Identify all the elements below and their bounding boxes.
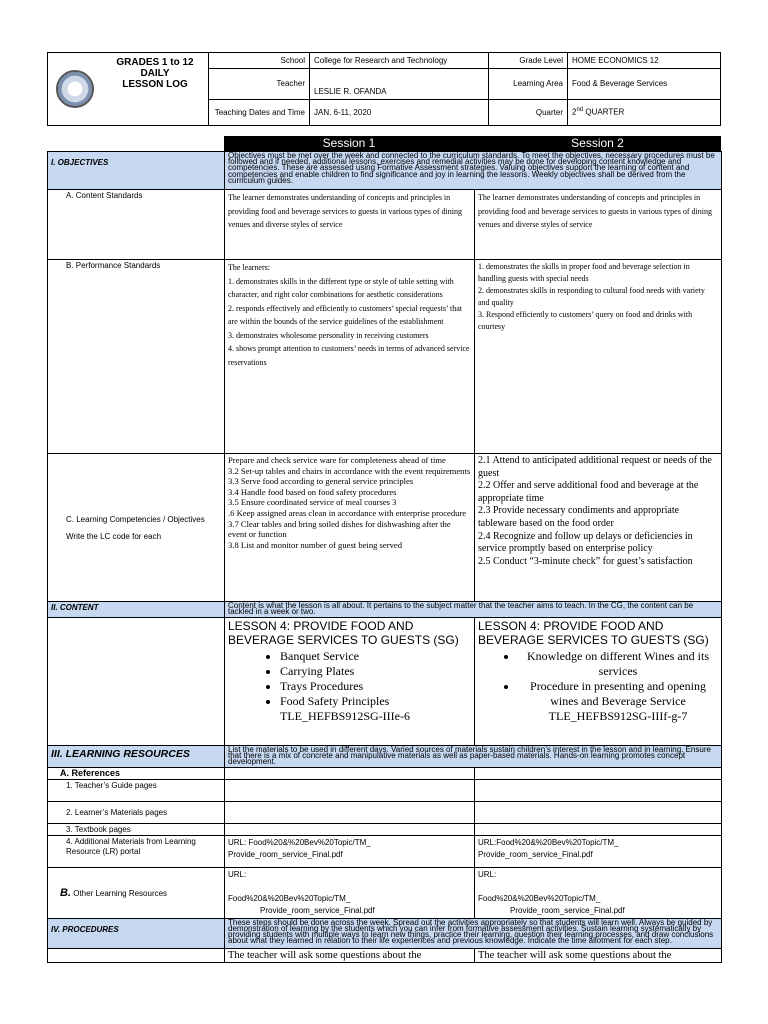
procedures-note: These steps should be done across the week. Spread out the activities appropriately so that students will learn well. Always be guided by demonstration of learning by the students which you can infer from formative assessment activities. Sustain learning systematically by providing students with multiple ways to learn new things, practice their learning, question their learning processes, and draw conclusions about what they learned in relation to their life experiences and previous knowledge. Indicate the time allotment for each step. — [225, 918, 722, 948]
objectives-title: I. OBJECTIVES — [48, 152, 225, 190]
grades-title: GRADES 1 to 12 — [116, 57, 194, 68]
url-line: URL: — [478, 869, 497, 879]
deped-seal-logo — [56, 70, 94, 108]
content-s1 — [225, 618, 475, 746]
content-title: II. CONTENT — [48, 602, 225, 618]
references-s1 — [225, 767, 475, 779]
resources-row — [48, 746, 722, 768]
references-s2 — [475, 767, 722, 779]
competencies-row — [48, 454, 722, 602]
competencies-s1 — [225, 454, 475, 602]
school-label: School — [209, 53, 310, 69]
lesson-s2-list — [478, 649, 718, 724]
teachers-guide-s2 — [475, 779, 722, 801]
learners-materials-s2 — [475, 801, 722, 823]
url-line: URL: — [228, 869, 247, 879]
url-line: Provide_room_service_Final.pdf — [510, 905, 625, 915]
lesson-s1-item: • Banquet Service — [280, 649, 471, 664]
content-row — [48, 602, 722, 618]
seal-cell — [48, 53, 103, 126]
comp-s1-line: 3.2 Set-up tables and chairs in accordance with the event requirements — [228, 465, 471, 476]
learners-materials-s1 — [225, 801, 475, 823]
teacher-value: LESLIE R. OFANDA — [310, 69, 489, 99]
textbook-s1 — [225, 823, 475, 835]
quarter-label: Quarter — [489, 99, 568, 125]
lesson-s1-item: • Food Safety Principles TLE_HEFBS912SG-IIIe-6 — [280, 694, 471, 724]
content-standards-label: A. Content Standards — [48, 190, 225, 260]
teachers-guide-row — [48, 779, 722, 801]
learning-area-label: Learning Area — [489, 69, 568, 99]
url-line: Provide_room_service_Final.pdf — [228, 849, 343, 859]
content-standards-row — [48, 190, 722, 260]
procedures-text-row — [48, 948, 722, 962]
grade-level-label: Grade Level — [489, 53, 568, 69]
comp-s2-line: 2.4 Recognize and follow up delays or deficiencies in service promptly based on enterprise policy — [478, 530, 693, 555]
additional-materials-s1 — [225, 835, 475, 867]
competencies-sub: Write the LC code for each — [66, 531, 162, 541]
url-line: Food%20&%20Bev%20Topic/TM_ — [478, 893, 601, 903]
header-table — [47, 52, 721, 126]
procedures-row — [48, 918, 722, 948]
competencies-label: C. Learning Competencies / Objectives — [66, 514, 205, 524]
session-1-header: Session 1 — [224, 136, 474, 151]
url-line: URL: Food%20&%20Bev%20Topic/TM_ — [228, 837, 371, 847]
comp-s1-line: 3.7 Clear tables and bring soiled dishes for dishwashing after the event or function — [228, 518, 451, 540]
additional-materials-s2 — [475, 835, 722, 867]
lesson-s1-title: LESSON 4: PROVIDE FOOD AND BEVERAGE SERVICES TO GUESTS (SG) — [228, 619, 459, 647]
resources-title: III. LEARNING RESOURCES — [48, 746, 225, 768]
performance-standards-label: B. Performance Standards — [48, 260, 225, 454]
other-resources-s2 — [475, 867, 722, 918]
perf-s1-line: The learners: — [228, 263, 270, 272]
perf-s2-line: 3. Respond efficiently to customers’ query on food and drinks with courtesy — [478, 310, 693, 331]
lesson-log-table — [47, 151, 722, 963]
comp-s1-line: 3.8 List and monitor number of guest being served — [228, 539, 402, 550]
comp-s2-line: 2.2 Offer and serve additional food and beverage at the appropriate time — [478, 480, 699, 504]
other-resources-s1 — [225, 867, 475, 918]
other-resources-text: Other Learning Resources — [71, 888, 168, 898]
teachers-guide-s1 — [225, 779, 475, 801]
comp-s1-line: .6 Keep assigned areas clean in accordance with enterprise procedure — [228, 507, 467, 518]
lesson-s1-list — [228, 649, 471, 724]
other-resources-label — [48, 867, 225, 918]
procedures-s1: The teacher will ask some questions about the — [225, 948, 475, 962]
daily-title: DAILY — [140, 68, 170, 79]
comp-s1-line: 3.3 Serve food according to general service principles — [228, 476, 414, 487]
content-s2 — [475, 618, 722, 746]
performance-standards-s2 — [475, 260, 722, 454]
references-label: A. References — [48, 767, 225, 779]
comp-s1-line: 3.4 Handle food based on food safety procedures — [228, 486, 397, 497]
other-resources-letter: B. — [60, 886, 71, 899]
content-note: Content is what the lesson is all about. It pertains to the subject matter that the teacher aims to teach. In the CG, the content can be tackled in a week or two. — [225, 602, 722, 618]
perf-s2-line: 1. demonstrates the skills in proper food and beverage selection in handling guests with special needs — [478, 262, 690, 283]
comp-s1-line: 3.5 Ensure coordinated service of meal courses 3 — [228, 497, 397, 508]
quarter-sup: nd — [576, 107, 584, 114]
objectives-row — [48, 152, 722, 190]
resources-note: List the materials to be used in different days. Varied sources of materials sustain children’s interest in the lesson and in learning. Ensure that there is a mix of concrete and manipulative materials as well as paper-based materials. Hands-on learning promotes concept development. — [225, 746, 722, 768]
comp-s1-line: Prepare and check service ware for completeness ahead of time — [228, 455, 446, 465]
teacher-label: Teacher — [209, 69, 310, 99]
procedures-s2: The teacher will ask some questions about the — [475, 948, 722, 962]
perf-s1-line: 2. responds effectively and efficiently to customers’ special requests’ that are within the bounds of the service guidelines of the establishment — [228, 303, 462, 326]
learners-materials-row — [48, 801, 722, 823]
textbook-label: 3. Textbook pages — [48, 823, 225, 835]
learners-materials-label: 2. Learner’s Materials pages — [48, 801, 225, 823]
references-row — [48, 767, 722, 779]
additional-materials-row — [48, 835, 722, 867]
comp-s2-line: 2.5 Conduct “3-minute check” for guest’s satisfaction — [478, 555, 693, 567]
url-line: Food%20&%20Bev%20Topic/TM_ — [228, 893, 351, 903]
dates-label: Teaching Dates and Time — [209, 99, 310, 125]
school-value: College for Research and Technology — [310, 53, 489, 69]
content-standards-s1: The learner demonstrates understanding of concepts and principles in providing food and beverage services to guests in various types of dining venues and diverse styles of service — [225, 190, 475, 260]
comp-s2-line: 2.3 Provide necessary condiments and appropriate tableware based on the food order — [478, 505, 680, 529]
quarter-value — [568, 99, 721, 125]
perf-s1-line: 1. demonstrates skills in the different type or style of table setting with character, and right color combinations for aesthetic considerations — [228, 276, 454, 299]
competencies-label-cell — [48, 454, 225, 602]
procedures-title: IV. PROCEDURES — [48, 918, 225, 948]
objectives-note: Objectives must be met over the week and connected to the curriculum standards. To meet the objectives, necessary procedures must be followed and if needed, additional lessons, exercises and remedial activities may be done for developing content knowledge and competencies. These are assessed using Formative Assessment strategies. Valuing objectives support the learning of content and competencies and enable children to find significance and joy in learning the lessons. Weekly objectives shall be derived from the curriculum guides. — [225, 152, 722, 190]
lesson-s2-title: LESSON 4: PROVIDE FOOD AND BEVERAGE SERVICES TO GUESTS (SG) — [478, 619, 709, 647]
grade-level-value: HOME ECONOMICS 12 — [568, 53, 721, 69]
learning-area-value: Food & Beverage Services — [568, 69, 721, 99]
competencies-s2 — [475, 454, 722, 602]
session-2-header: Session 2 — [474, 136, 721, 151]
title-cell — [102, 53, 209, 126]
perf-s2-line: 2. demonstrates skills in responding to cultural food needs with variety and quality — [478, 286, 705, 307]
quarter-word: QUARTER — [583, 108, 625, 118]
lesson-s2-item: • Procedure in presenting and opening wines and Beverage Service TLE_HEFBS912SG-IIIf-g-7 — [518, 679, 718, 724]
additional-materials-label: 4. Additional Materials from Learning Resource (LR) portal — [48, 835, 225, 867]
comp-s2-line: 2.1 Attend to anticipated additional request or needs of the guest — [478, 455, 712, 479]
lesson-s2-item: • Knowledge on different Wines and its services — [518, 649, 718, 679]
textbook-row — [48, 823, 722, 835]
url-line: Provide_room_service_Final.pdf — [478, 849, 593, 859]
other-resources-row — [48, 867, 722, 918]
url-line: URL:Food%20&%20Bev%20Topic/TM_ — [478, 837, 619, 847]
dates-value: JAN. 6-11, 2020 — [310, 99, 489, 125]
teachers-guide-label: 1. Teacher’s Guide pages — [48, 779, 225, 801]
lesson-s1-item: • Carrying Plates — [280, 664, 471, 679]
content-standards-s2: The learner demonstrates understanding of concepts and principles in providing food and beverage services to guests in various types of dining venues and diverse styles of service — [475, 190, 722, 260]
procedures-empty-cell — [48, 948, 225, 962]
lesson-s1-item: • Trays Procedures — [280, 679, 471, 694]
content-empty-cell — [48, 618, 225, 746]
quarter-num: 2 — [572, 108, 577, 118]
lesson-log-title: LESSON LOG — [122, 79, 188, 90]
url-line: Provide_room_service_Final.pdf — [260, 905, 375, 915]
perf-s1-line: 4. shows prompt attention to customers’ needs in terms of advanced service reservations — [228, 344, 470, 367]
performance-standards-row — [48, 260, 722, 454]
perf-s1-line: 3. demonstrates wholesome personality in receiving customers — [228, 330, 429, 340]
content-lesson-row — [48, 618, 722, 746]
performance-standards-s1 — [225, 260, 475, 454]
textbook-s2 — [475, 823, 722, 835]
